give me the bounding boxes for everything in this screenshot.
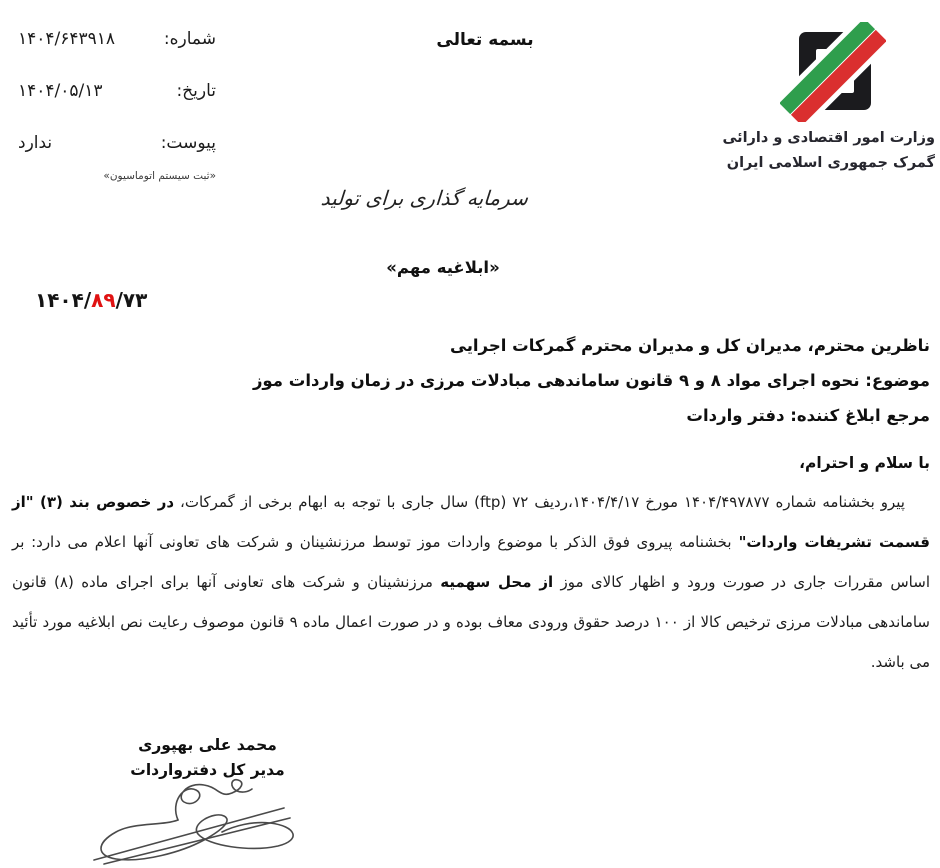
handwritten-signature bbox=[82, 776, 337, 868]
signatory-name: محمد علی بهپوری bbox=[138, 736, 277, 754]
letter-date-row bbox=[18, 78, 216, 105]
issuer-line: مرجع ابلاغ کننده: دفتر واردات bbox=[686, 406, 930, 425]
letter-attachment-value: ندارد bbox=[18, 133, 53, 153]
signatory-title: مدیر کل دفترواردات bbox=[130, 761, 285, 779]
address-block bbox=[8, 328, 930, 433]
letter-meta-block bbox=[18, 26, 216, 182]
letter-number-label: شماره: bbox=[163, 29, 216, 49]
circular-reference-number bbox=[35, 288, 147, 312]
letter-date-label: تاریخ: bbox=[176, 81, 216, 101]
customs-name: گمرک جمهوری اسلامی ایران bbox=[726, 155, 935, 171]
letter-date-value: ۱۴۰۴/۰۵/۱۳ bbox=[18, 81, 103, 101]
ref-prefix: ۱۴۰۴/ bbox=[35, 288, 92, 312]
bismillah-heading: بسمه تعالی bbox=[436, 30, 534, 50]
recipients-line: ناظرین محترم، مدیران کل و مدیران محترم گمرکات اجرایی bbox=[450, 336, 930, 355]
letter-number-row bbox=[18, 26, 216, 53]
signature-scribble-svg bbox=[82, 776, 337, 866]
iran-customs-logo-icon bbox=[780, 22, 886, 122]
body-paragraph: پیرو بخشنامه شماره ۱۴۰۴/۴۹۷۸۷۷ مورخ ۱۴۰۴/۴/۱۷،ردیف ۷۲ (ftp) سال جاری با توجه به ابهام برخی از گمرکات، در خصوص بند (۳) "از قسمت تشریفات واردات" بخشنامه پیروی فوق الذکر با موضوع واردات موز توسط مرزنشینان و شرکت های تعاونی آنها اعلام می دارد: بر اساس مقررات جاری در صورت ورود و اظهار کالای موز از محل سهمیه مرزنشینان و شرکت های تعاونی آنها برای اجرای ماده (۸) قانون ساماندهی مبادلات مرزی ترخیص کالا از ۱۰۰ درصد حقوق ورودی معاف بوده و در صورت اعمال ماده ۹ قانون موصوف رعایت نص ابلاغیه مورد تأئید می باشد. bbox=[12, 493, 930, 671]
ref-highlight: ۸۹ bbox=[91, 288, 116, 312]
notice-title: «ابلاغیه مهم» bbox=[386, 258, 500, 277]
ref-suffix: /۷۳ bbox=[115, 288, 148, 312]
automation-system-note: «ثبت سیستم اتوماسیون» bbox=[103, 170, 216, 182]
salutation: با سلام و احترام، bbox=[799, 454, 930, 472]
customs-logo-svg bbox=[780, 22, 886, 122]
letter-attachment-label: پیوست: bbox=[160, 133, 216, 153]
letter-attachment-row bbox=[18, 130, 216, 157]
letter-number-value: ۱۴۰۴/۶۴۳۹۱۸ bbox=[18, 29, 116, 49]
year-slogan: سرمایه گذاری برای تولید bbox=[319, 186, 529, 210]
organization-titles bbox=[722, 126, 935, 176]
subject-line: موضوع: نحوه اجرای مواد ۸ و ۹ قانون ساماندهی مبادلات مرزی در زمان واردات موز bbox=[252, 371, 930, 390]
ministry-name: وزارت امور اقتصادی و دارائی bbox=[722, 130, 935, 146]
